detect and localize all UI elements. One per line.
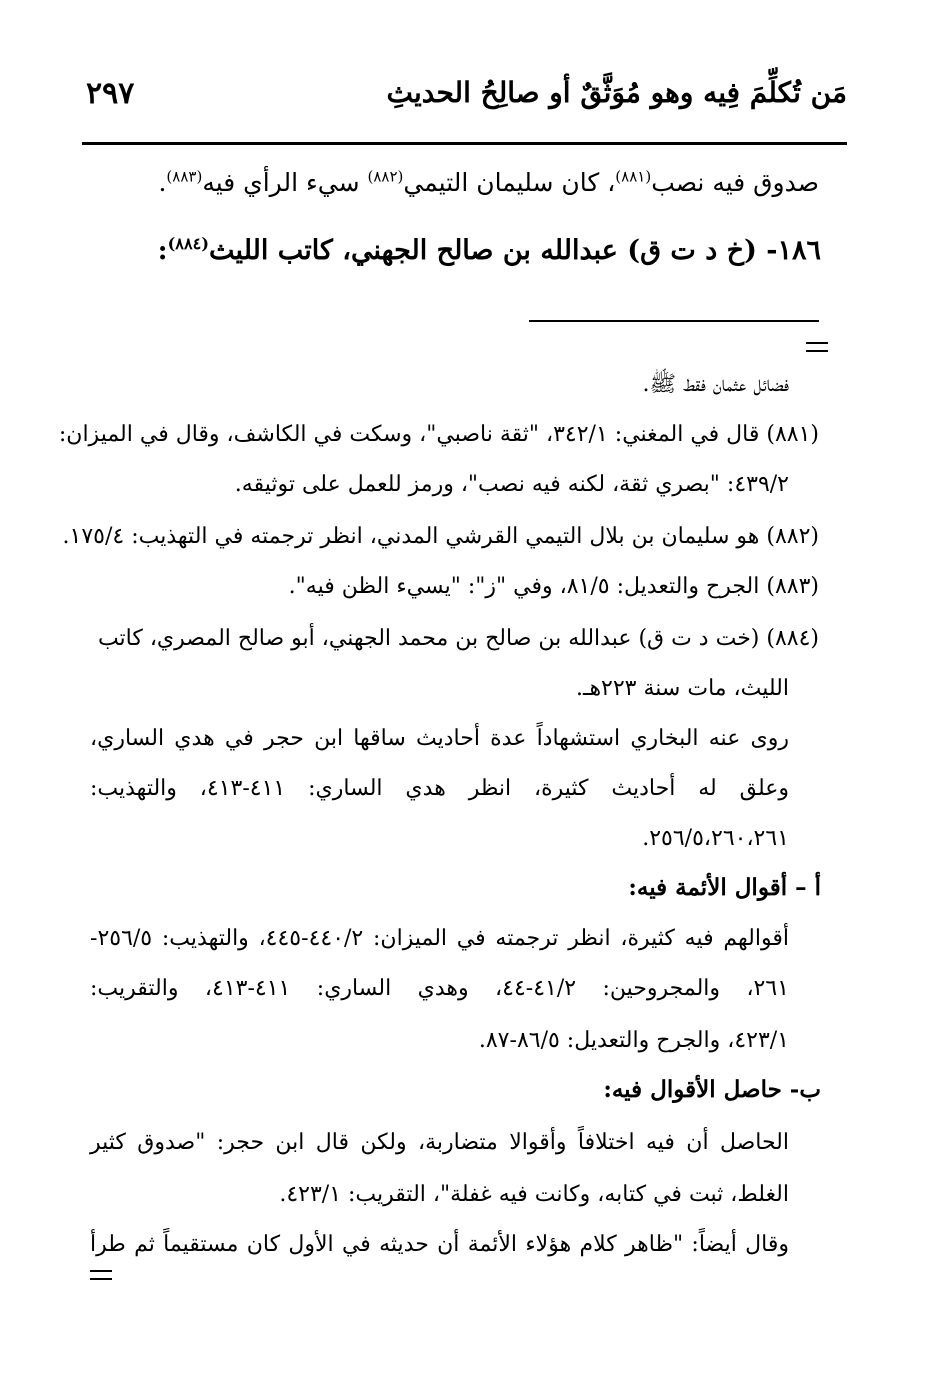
footnote-ref: (٨٨٤) <box>167 234 210 253</box>
footnote-paragraph-line: روى عنه البخاري استشهاداً عدة أحاديث ساقها ابن حجر في هدي الساري، <box>90 726 789 751</box>
footnote-paragraph-line: وعلق له أحاديث كثيرة، انظر هدي الساري: ٤١١-٤١٣، والتهذيب: <box>90 776 790 801</box>
section-a-line: أقوالهم فيه كثيرة، انظر ترجمته في الميزان: ٤٤٠/٢-٤٤٥، والتهذيب: ٢٥٦/٥- <box>90 926 789 951</box>
entry-heading <box>82 235 821 266</box>
section-b-line: الحاصل أن فيه اختلافاً وأقوالا متضاربة، ولكن قال ابن حجر: "صدوق كثير <box>90 1130 789 1155</box>
footnote-881: (٨٨١) قال في المغني: ٣٤٢/١، "ثقة ناصبي"، وسكت في الكاشف، وقال في الميزان: <box>58 422 819 447</box>
footnote-881-line2: ٤٣٩/٢: "بصري ثقة، لكنه فيه نصب"، ورمز للعمل على توثيقه. <box>234 472 789 497</box>
heading-text: ١٨٦- (خ د ت ق) عبدالله بن صالح الجهني، كاتب الليث <box>209 235 821 266</box>
running-title: مَن تُكلِّمَ فِيه وهو مُوَثَّقٌ أو صالِحُ الحديثِ <box>386 76 847 109</box>
footnote-ref: (٨٨١) <box>615 167 652 186</box>
heading-end: : <box>157 235 168 266</box>
footnote-continuation: فضائل عثمان فقط ﷺ. <box>642 372 789 397</box>
continuation-mark <box>806 342 828 352</box>
footnote-882: (٨٨٢) هو سليمان بن بلال التيمي القرشي المدني، انظر ترجمته في التهذيب: ١٧٥/٤. <box>62 524 819 549</box>
footnote-ref: (٨٨٢) <box>367 167 404 186</box>
page-number: ٢٩٧ <box>86 76 135 111</box>
footnote-884: (٨٨٤) (خت د ت ق) عبدالله بن صالح بن محمد الجهني، أبو صالح المصري، كاتب <box>97 626 819 651</box>
section-a-line: ٤٢٣/١، والجرح والتعديل: ٨٦/٥-٨٧. <box>478 1028 789 1053</box>
footnote-883: (٨٨٣) الجرح والتعديل: ٨١/٥، وفي "ز": "يسيء الظن فيه". <box>288 574 819 599</box>
section-b-line: وقال أيضاً: "ظاهر كلام هؤلاء الأئمة أن حديثه في الأول كان مستقيماً ثم طرأ <box>90 1232 789 1257</box>
section-b-line: الغلط، ثبت في كتابه، وكانت فيه غفلة"، التقريب: ٤٢٣/١. <box>279 1182 789 1207</box>
body-line <box>82 168 819 197</box>
text-run: صدوق فيه نصب <box>651 168 819 197</box>
footnote-paragraph-line: ٢٥٦/٥،٢٦٠،٢٦١. <box>642 826 789 851</box>
running-header <box>82 70 847 140</box>
section-a-line: ٢٦١، والمجروحين: ٤١/٢-٤٤، وهدي الساري: ٤١١-٤١٣، والتقريب: <box>90 976 789 1001</box>
continuation-mark <box>90 1270 112 1280</box>
section-heading-a: أ – أقوال الأئمة فيه: <box>628 874 821 901</box>
text-run: ، كان سليمان التيمي <box>403 168 616 197</box>
footnote-884-line2: الليث، مات سنة ٢٢٣هـ. <box>576 676 789 701</box>
footnote-ref: (٨٨٣) <box>166 167 203 186</box>
text-run: . <box>158 168 167 197</box>
footnote-separator <box>529 320 819 322</box>
section-heading-b: ب- حاصل الأقوال فيه: <box>603 1076 821 1103</box>
header-rule <box>82 142 847 145</box>
text-run: سيء الرأي فيه <box>202 168 368 197</box>
